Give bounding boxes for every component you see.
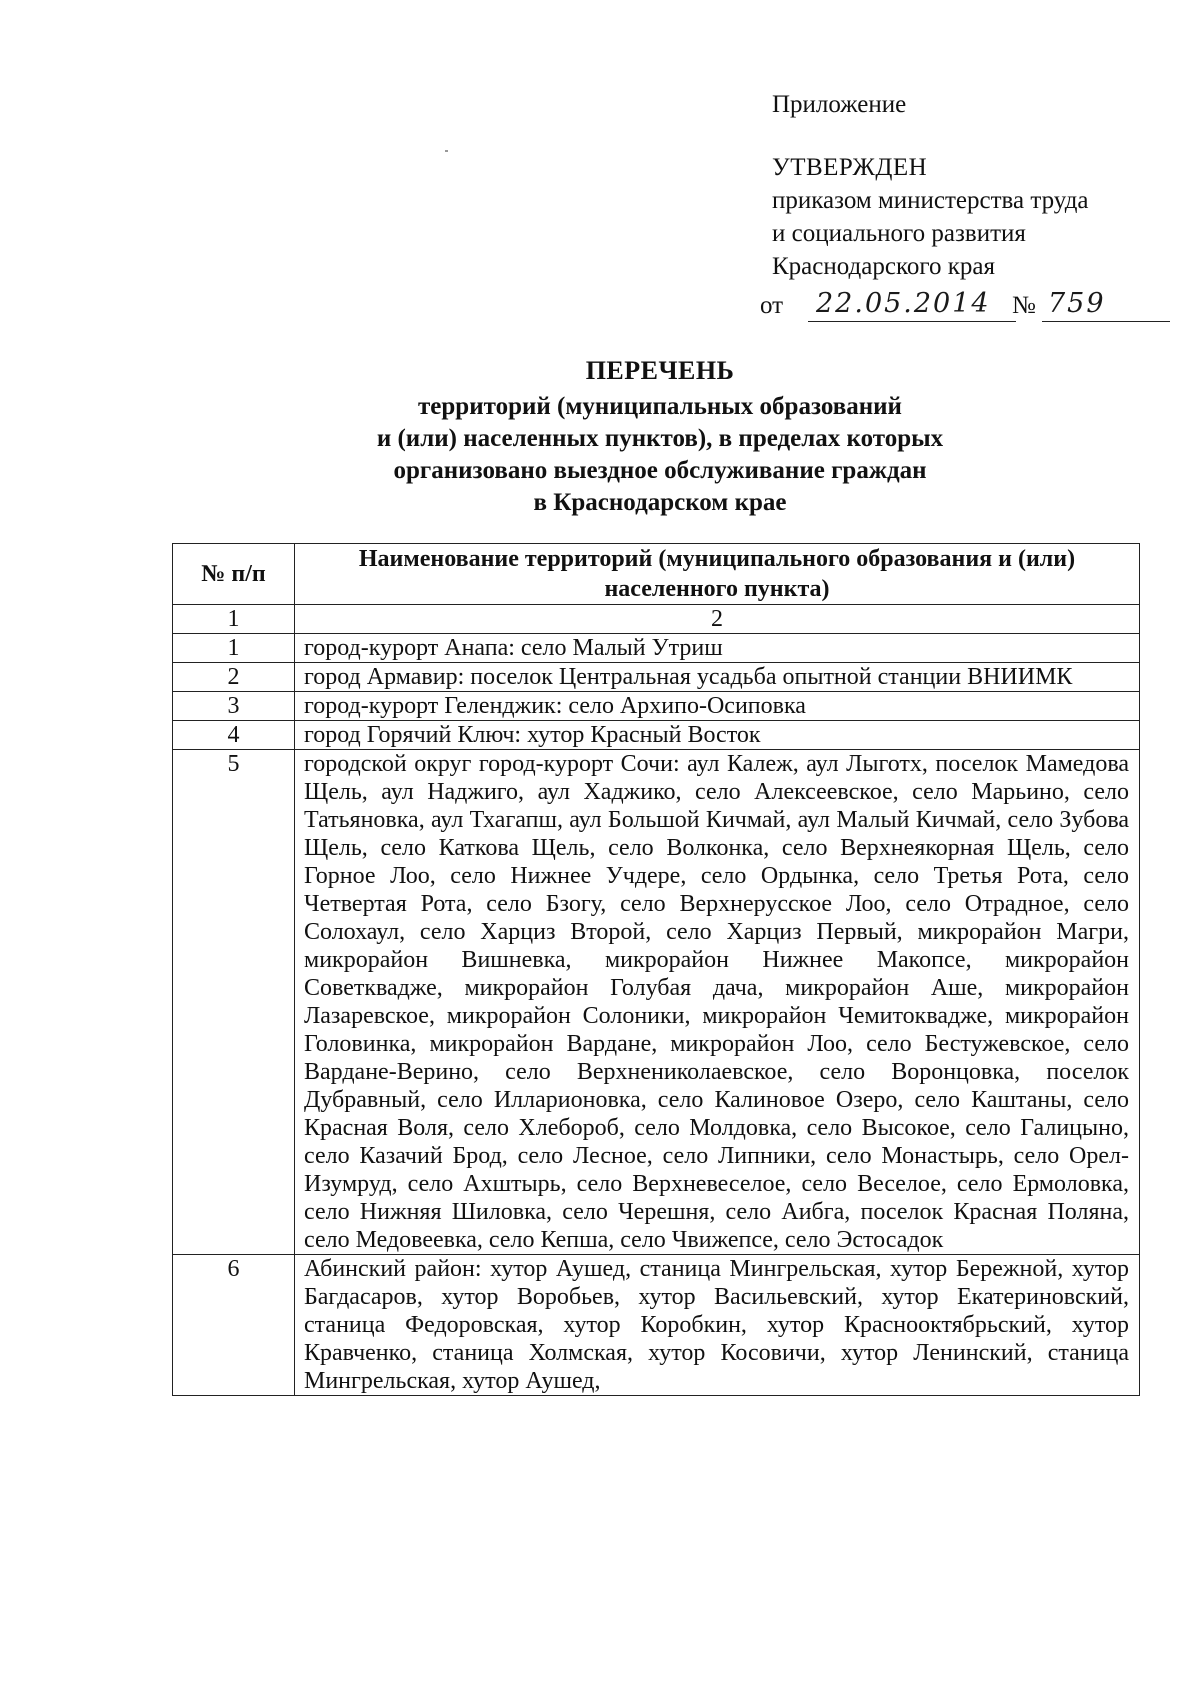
table-row xyxy=(173,750,1140,1255)
row-number: 2 xyxy=(173,663,295,692)
approval-line-3: Краснодарского края xyxy=(772,253,995,280)
scan-speck xyxy=(445,150,448,152)
table-row xyxy=(173,692,1140,721)
row-territory: город-курорт Геленджик: село Архипо-Осиповка xyxy=(295,692,1140,721)
table-row xyxy=(173,634,1140,663)
row-number: 1 xyxy=(173,634,295,663)
row-number: 6 xyxy=(173,1255,295,1396)
header-num: № п/п xyxy=(173,544,295,605)
handwritten-number: 759 xyxy=(1048,288,1106,319)
column-number-2: 2 xyxy=(295,605,1140,634)
table-row xyxy=(173,1255,1140,1396)
annex-label: Приложение xyxy=(772,91,907,118)
row-territory: Абинский район: хутор Аушед, станица Мингрельская, хутор Бережной, хутор Багдасаров, хутор Воробьев, хутор Васильевский, хутор Екатериновский, станица Федоровская, хутор Коробкин, хутор Краснооктябрьский, хутор Кравченко, станица Холмская, хутор Косовичи, хутор Ленинский, станица Мингрельская, хутор Аушед, xyxy=(295,1255,1140,1396)
date-prefix: от xyxy=(760,292,784,319)
row-territory: город Горячий Ключ: хутор Красный Восток xyxy=(295,721,1140,750)
row-number: 3 xyxy=(173,692,295,721)
row-territory: город Армавир: поселок Центральная усадьба опытной станции ВНИИМК xyxy=(295,663,1140,692)
number-underline xyxy=(1042,321,1170,322)
table-header-row xyxy=(173,544,1140,605)
row-territory: городской округ город-курорт Сочи: аул Калеж, аул Лыготх, поселок Мамедова Щель, аул Наджиго, аул Хаджико, село Алексеевское, село Марьино, село Татьяновка, аул Тхагапш, аул Большой Кичмай, аул Малый Кичмай, село Зубова Щель, село Каткова Щель, село Волконка, село Верхнеякорная Щель, село Горное Лоо, село Нижнее Учдере, село Ордынка, село Третья Рота, село Четвертая Рота, село Бзогу, село Верхнерусское Лоо, село Отрадное, село Солохаул, село Харциз Второй, село Харциз Первый, микрорайон Магри, микрорайон Вишневка, микрорайон Нижнее Макопсе, микрорайон Советквадже, микрорайон Голубая дача, микрорайон Аше, микрорайон Лазаревское, микрорайон Солоники, микрорайон Чемитоквадже, микрорайон Головинка, микрорайон Вардане, микрорайон Лоо, село Бестужевское, село Вардане-Верино, село Верхнениколаевское, село Воронцовка, поселок Дубравный, село Илларионовка, село Калиновое Озеро, село Каштаны, село Красная Воля, село Хлебороб, село Молдовка, село Высокое, село Галицыно, село Казачий Брод, село Лесное, село Липники, село Монастырь, село Орел-Изумруд, село Ахштырь, село Верхневеселое, село Веселое, село Ермоловка, село Нижняя Шиловка, село Черешня, село Аибга, поселок Красная Поляна, село Медовеевка, село Кепша, село Чвижепсе, село Эстосадок xyxy=(295,750,1140,1255)
title-line-4: в Краснодарском крае xyxy=(533,489,787,516)
title-main: ПЕРЕЧЕНЬ xyxy=(585,356,735,385)
row-number: 5 xyxy=(173,750,295,1255)
date-underline xyxy=(808,321,1016,322)
table-row xyxy=(173,721,1140,750)
title-line-2: и (или) населенных пунктов), в пределах которых xyxy=(376,425,944,452)
handwritten-date: 22.05.2014 xyxy=(816,288,991,319)
number-sign: № xyxy=(1012,292,1036,319)
column-number-row xyxy=(173,605,1140,634)
approval-line-2: и социального развития xyxy=(772,220,1026,247)
row-number: 4 xyxy=(173,721,295,750)
table-row xyxy=(173,663,1140,692)
column-number-1: 1 xyxy=(173,605,295,634)
title-line-1: территорий (муниципальных образований xyxy=(418,393,902,420)
order-date-line xyxy=(760,290,1180,326)
document-title xyxy=(170,355,1150,519)
approved-label: УТВЕРЖДЕН xyxy=(772,154,928,181)
approval-line-1: приказом министерства труда xyxy=(772,187,1089,214)
approval-block xyxy=(772,88,1192,283)
header-name: Наименование территорий (муниципального образования и (или) населенного пункта) xyxy=(295,544,1140,605)
territories-table xyxy=(172,543,1140,1396)
row-territory: город-курорт Анапа: село Малый Утриш xyxy=(295,634,1140,663)
title-line-3: организовано выездное обслуживание граждан xyxy=(393,457,927,484)
